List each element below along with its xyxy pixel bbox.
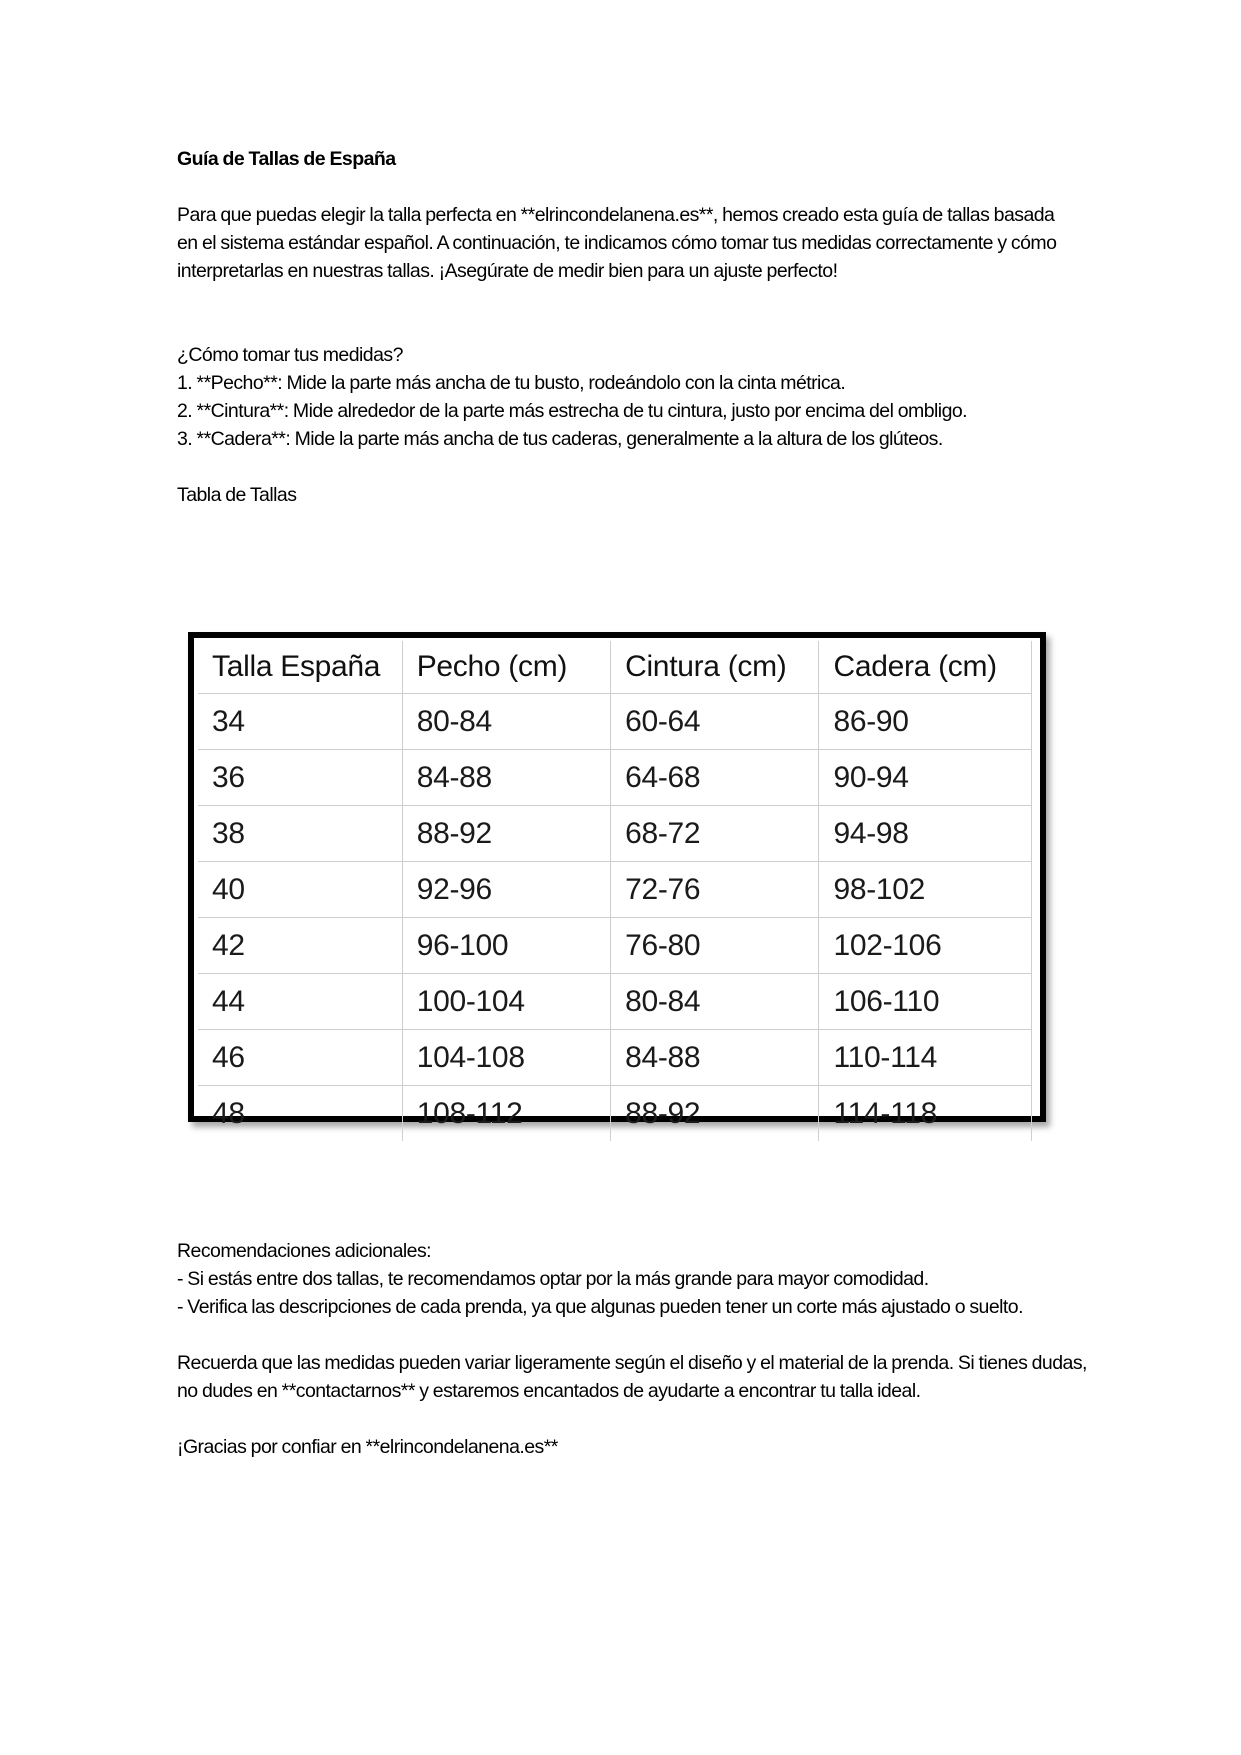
cell-hip: 110-114	[819, 1030, 1032, 1086]
cell-chest: 92-96	[402, 862, 610, 918]
thanks-line: ¡Gracias por confiar en **elrincondelanena.es**	[177, 1436, 558, 1458]
cell-chest: 96-100	[402, 918, 610, 974]
cell-waist: 80-84	[611, 974, 819, 1030]
table-label: Tabla de Tallas	[177, 484, 297, 506]
cell-chest: 88-92	[402, 806, 610, 862]
table-row	[198, 862, 1032, 918]
spacer	[177, 1321, 1097, 1349]
cell-hip: 90-94	[819, 750, 1032, 806]
measure-step-hip: 3. **Cadera**: Mide la parte más ancha de tus caderas, generalmente a la altura de los glúteos.	[177, 428, 943, 450]
measure-step-chest: 1. **Pecho**: Mide la parte más ancha de tu busto, rodeándolo con la cinta métrica.	[177, 372, 846, 394]
cell-waist: 68-72	[611, 806, 819, 862]
reminder-paragraph: Recuerda que las medidas pueden variar ligeramente según el diseño y el material de la prenda. Si tienes dudas, no dudes en **contactarnos** y estaremos encantados de ayudarte a encontrar tu talla ideal.	[177, 1352, 1087, 1402]
measure-step-waist: 2. **Cintura**: Mide alrededor de la parte más estrecha de tu cintura, justo por encima del ombligo.	[177, 400, 968, 422]
cell-waist: 88-92	[611, 1086, 819, 1142]
cell-waist: 76-80	[611, 918, 819, 974]
size-table-image	[188, 632, 1046, 1130]
document-body-top	[177, 145, 1077, 509]
cell-waist: 64-68	[611, 750, 819, 806]
recommendation-item: - Si estás entre dos tallas, te recomendamos optar por la más grande para mayor comodidad.	[177, 1268, 929, 1290]
recommendations-heading: Recomendaciones adicionales:	[177, 1240, 432, 1262]
spacer	[177, 1405, 1097, 1433]
cell-hip: 114-118	[819, 1086, 1032, 1142]
cell-size: 42	[198, 918, 402, 974]
document-body-bottom	[177, 1237, 1097, 1461]
cell-waist: 60-64	[611, 694, 819, 750]
cell-chest: 80-84	[402, 694, 610, 750]
cell-size: 38	[198, 806, 402, 862]
cell-size: 44	[198, 974, 402, 1030]
cell-size: 34	[198, 694, 402, 750]
table-row	[198, 918, 1032, 974]
cell-hip: 106-110	[819, 974, 1032, 1030]
table-row	[198, 1030, 1032, 1086]
cell-hip: 94-98	[819, 806, 1032, 862]
header-hip: Cadera (cm)	[819, 641, 1032, 694]
cell-size: 46	[198, 1030, 402, 1086]
cell-size: 36	[198, 750, 402, 806]
header-chest: Pecho (cm)	[402, 641, 610, 694]
table-row	[198, 694, 1032, 750]
size-table	[198, 641, 1032, 1141]
table-header-row	[198, 641, 1032, 694]
cell-hip: 102-106	[819, 918, 1032, 974]
cell-waist: 84-88	[611, 1030, 819, 1086]
table-row	[198, 1086, 1032, 1142]
table-row	[198, 974, 1032, 1030]
cell-size: 40	[198, 862, 402, 918]
cell-hip: 98-102	[819, 862, 1032, 918]
header-size: Talla España	[198, 641, 402, 694]
cell-chest: 108-112	[402, 1086, 610, 1142]
table-row	[198, 750, 1032, 806]
recommendation-item: - Verifica las descripciones de cada prenda, ya que algunas pueden tener un corte más ajustado o suelto.	[177, 1296, 1023, 1318]
cell-chest: 104-108	[402, 1030, 610, 1086]
measure-heading: ¿Cómo tomar tus medidas?	[177, 344, 403, 366]
cell-hip: 86-90	[819, 694, 1032, 750]
table-row	[198, 806, 1032, 862]
intro-paragraph: Para que puedas elegir la talla perfecta en **elrincondelanena.es**, hemos creado esta guía de tallas basada en el sistema estándar español. A continuación, te indicamos cómo tomar tus medidas correctamente y cómo interpretarlas en nuestras tallas. ¡Asegúrate de medir bien para un ajuste perfecto!	[177, 204, 1057, 282]
document-title: Guía de Tallas de España	[177, 148, 396, 170]
cell-chest: 100-104	[402, 974, 610, 1030]
cell-size: 48	[198, 1086, 402, 1142]
header-waist: Cintura (cm)	[611, 641, 819, 694]
cell-chest: 84-88	[402, 750, 610, 806]
cell-waist: 72-76	[611, 862, 819, 918]
